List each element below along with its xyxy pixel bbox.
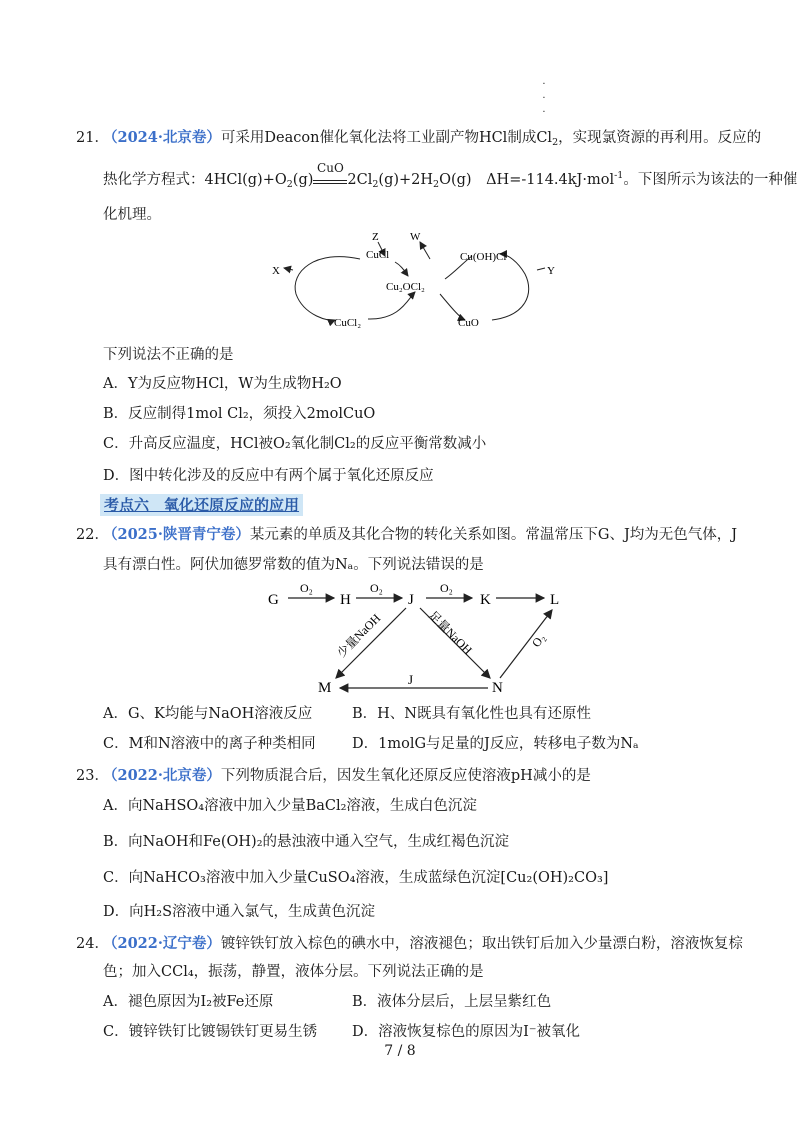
q21-source: （2024·北京卷） — [103, 129, 221, 146]
label-o2-1: O₂ — [300, 581, 313, 595]
cucl-to-cu2ocl2-arrow — [395, 262, 408, 276]
q22-option-b[interactable]: B．H、N既具有氧化性也具有还原性 — [352, 706, 591, 722]
page-number: 7 / 8 — [384, 1043, 416, 1059]
q24-line1: （2022·辽宁卷）镀锌铁钉放入棕色的碘水中，溶液褪色；取出铁钉后加入少量漂白粉，溶液恢复棕 — [103, 935, 743, 952]
node-n: N — [492, 680, 503, 696]
label-z: Z — [372, 231, 379, 243]
section-heading: 考点六 氧化还原反应的应用 — [100, 494, 303, 516]
label-cu2ocl2: Cu₂OCl₂ — [386, 281, 425, 293]
right-loop-arc — [492, 254, 529, 320]
label-w: W — [410, 231, 421, 243]
q21-line3: 化机理。 — [103, 207, 161, 223]
label-cucl: CuCl — [366, 249, 390, 261]
q21-option-d[interactable]: D．图中转化涉及的反应中有两个属于氧化还原反应 — [103, 468, 434, 484]
w-arrow — [420, 242, 430, 259]
label-cuo: CuO — [458, 317, 479, 329]
node-g: G — [268, 592, 279, 608]
question-number-22: 22． — [76, 527, 109, 543]
label-o2-4: O₂ — [528, 631, 548, 650]
q22-conversion-diagram — [260, 578, 580, 700]
q24-option-b[interactable]: B．液体分层后，上层呈紫红色 — [352, 994, 552, 1010]
q21-equation-line: 热化学方程式：$4HCl(g)+O_2(g)$ CuO $2Cl_2(g)+2H_2O(g)$ ΔH=-114.4kJ·mol$^{-1}$。下图所示为该法的一种催 — [103, 161, 798, 190]
catalyst-arrow: CuO — [313, 170, 347, 184]
q24-source: （2022·辽宁卷） — [103, 935, 221, 952]
q21-option-b[interactable]: B．反应制得1mol Cl₂，须投入2molCuO — [103, 406, 376, 422]
q23-option-c[interactable]: C．向NaHCO₃溶液中加入少量CuSO₄溶液，生成蓝绿色沉淀[Cu₂(OH)₂CO₃] — [103, 870, 609, 886]
q21-prompt: 下列说法不正确的是 — [103, 347, 234, 363]
label-x: X — [272, 265, 280, 277]
x-arrow — [284, 268, 293, 270]
q22-option-c[interactable]: C．M和N溶液中的离子种类相同 — [103, 736, 316, 752]
q22-source: （2025·陕晋青宁卷） — [103, 526, 250, 543]
node-m: M — [318, 680, 332, 696]
left-loop-arc-top — [295, 257, 360, 321]
node-h: H — [340, 592, 351, 608]
q24-option-a[interactable]: A．褪色原因为I₂被Fe还原 — [103, 994, 274, 1010]
q23-option-d[interactable]: D．向H₂S溶液中通入氯气，生成黄色沉淀 — [103, 904, 376, 920]
q21-mechanism-diagram — [260, 224, 560, 336]
q24-option-c[interactable]: C．镀锌铁钉比镀锡铁钉更易生锈 — [103, 1024, 318, 1040]
q23-option-a[interactable]: A．向NaHSO₄溶液中加入少量BaCl₂溶液，生成白色沉淀 — [103, 798, 477, 814]
node-l: L — [550, 592, 560, 608]
label-j-arrow: J — [408, 672, 414, 687]
q23-source: （2022·北京卷） — [103, 767, 221, 784]
label-y: Y — [547, 265, 555, 277]
y-arrow — [537, 268, 545, 270]
q23-line1: （2022·北京卷）下列物质混合后，因发生氧化还原反应使溶液pH减小的是 — [103, 767, 591, 784]
q24-line2: 色；加入CCl₄，振荡，静置，液体分层。下列说法正确的是 — [103, 964, 484, 980]
label-cucl2: CuCl₂ — [334, 317, 362, 329]
q22-line1: （2025·陕晋青宁卷）某元素的单质及其化合物的转化关系如图。常温常压下G、J均为无色气体，J — [103, 526, 738, 543]
q23-option-b[interactable]: B．向NaOH和Fe(OH)₂的悬浊液中通入空气，生成红褐色沉淀 — [103, 834, 510, 850]
q22-option-d[interactable]: D．1molG与足量的J反应，转移电子数为Nₐ — [352, 736, 639, 752]
node-k: K — [480, 592, 491, 608]
question-number-23: 23． — [76, 768, 109, 784]
label-cuohcl: Cu(OH)Cl — [460, 251, 507, 263]
question-number-24: 24． — [76, 936, 109, 952]
label-few-naoh: 少量NaOH — [334, 611, 384, 661]
node-j: J — [408, 592, 414, 608]
q22-line2: 具有漂白性。阿伏加德罗常数的值为Nₐ。下列说法错误的是 — [103, 557, 484, 573]
label-excess-naoh: 足量NaOH — [425, 608, 475, 658]
q24-option-d[interactable]: D．溶液恢复棕色的原因为I⁻被氧化 — [352, 1024, 581, 1040]
q21-option-a[interactable]: A．Y为反应物HCl，W为生成物H₂O — [103, 376, 342, 392]
label-o2-2: O₂ — [370, 581, 383, 595]
question-number-21: 21． — [76, 130, 109, 146]
label-o2-3: O₂ — [440, 581, 453, 595]
q22-option-a[interactable]: A．G、K均能与NaOH溶液反应 — [103, 706, 313, 722]
q21-line1: （2024·北京卷）可采用Deacon催化氧化法将工业副产物HCl制成$Cl_2$，实现氯资源的再利用。反应的 — [103, 129, 762, 148]
decorative-dots: · · · — [542, 79, 546, 118]
q21-option-c[interactable]: C．升高反应温度，HCl被O₂氧化制Cl₂的反应平衡常数减小 — [103, 436, 487, 452]
cu2ocl2-to-cucl2-arc — [368, 292, 415, 319]
